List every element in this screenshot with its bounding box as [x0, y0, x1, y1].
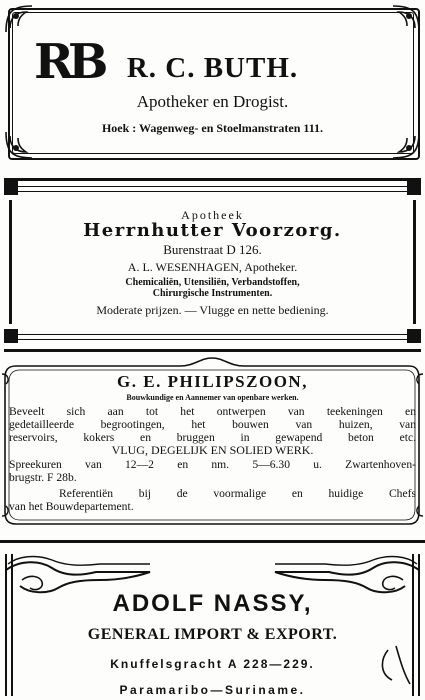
text-line: brugstr. F 28b.: [9, 471, 77, 484]
slogan: Moderate prijzen. — Vlugge en nette bediening.: [96, 303, 329, 317]
corner-ornament-icon: [387, 2, 423, 38]
address: Hoek : Wagenweg- en Stoelmanstraten 111.: [101, 121, 324, 135]
advertisement-buth: [0, 0, 425, 164]
motto: VLUG, DEGELIJK EN SOLIED WERK.: [111, 443, 314, 457]
street: Burenstraat D 126.: [163, 242, 262, 257]
business-name: G. E. PHILIPSZOON,: [117, 372, 308, 391]
divider: [18, 191, 407, 192]
advertisement-philipszoon: [0, 354, 425, 530]
divider: [18, 334, 407, 335]
profession: Apotheker en Drogist.: [136, 92, 289, 111]
text-line: Beveelt sich aan tot het ontwerpen van teekeningen en: [9, 405, 416, 418]
divider: [0, 540, 425, 543]
address: Knuffelsgracht A 228—229.: [110, 657, 315, 671]
text-line: van het Bouwdepartement.: [9, 500, 134, 513]
corner-square-icon: [407, 181, 421, 195]
monogram-logo: RB: [34, 34, 103, 90]
business-name: Herrnhutter Voorzorg.: [83, 220, 342, 241]
business-name: R. C. BUTH.: [126, 52, 299, 84]
corner-square-icon: [4, 329, 18, 343]
text-line: gedetailleerde begrootingen, het bouwen van huizen, van: [9, 418, 416, 431]
goods-line: Chirurgische Instrumenten.: [152, 288, 273, 299]
text-line: Spreekuren van 12—2 en nm. 5—6.30 u. Zwartenhoven-: [9, 458, 416, 471]
art-nouveau-ornament-icon: [0, 550, 425, 700]
city: Paramaribo—Suriname.: [119, 683, 306, 697]
corner-square-icon: [4, 181, 18, 195]
shop-type: Apotheek: [181, 208, 244, 222]
business-name: ADOLF NASSY,: [112, 590, 313, 617]
advertisement-nassy: [0, 540, 425, 700]
advertisement-herrnhutter-voorzorg: [0, 174, 425, 350]
divider: [18, 186, 407, 187]
corner-square-icon: [407, 329, 421, 343]
text-line: reservoirs, kokers en bruggen in gewapend beton etc.: [9, 431, 416, 444]
divider: [18, 339, 407, 340]
owner: A. L. WESENHAGEN, Apotheker.: [127, 260, 298, 274]
corner-ornament-icon: [2, 2, 38, 38]
text-line: Referentiën bij de voormalige en huidige Chefs: [59, 487, 416, 500]
business-type: GENERAL IMPORT & EXPORT.: [87, 626, 338, 643]
profession: Bouwkundige en Aannemer van openbare werken.: [126, 393, 299, 402]
goods-line: Chemicaliën, Utensiliën, Verbandstoffen,: [125, 277, 300, 288]
